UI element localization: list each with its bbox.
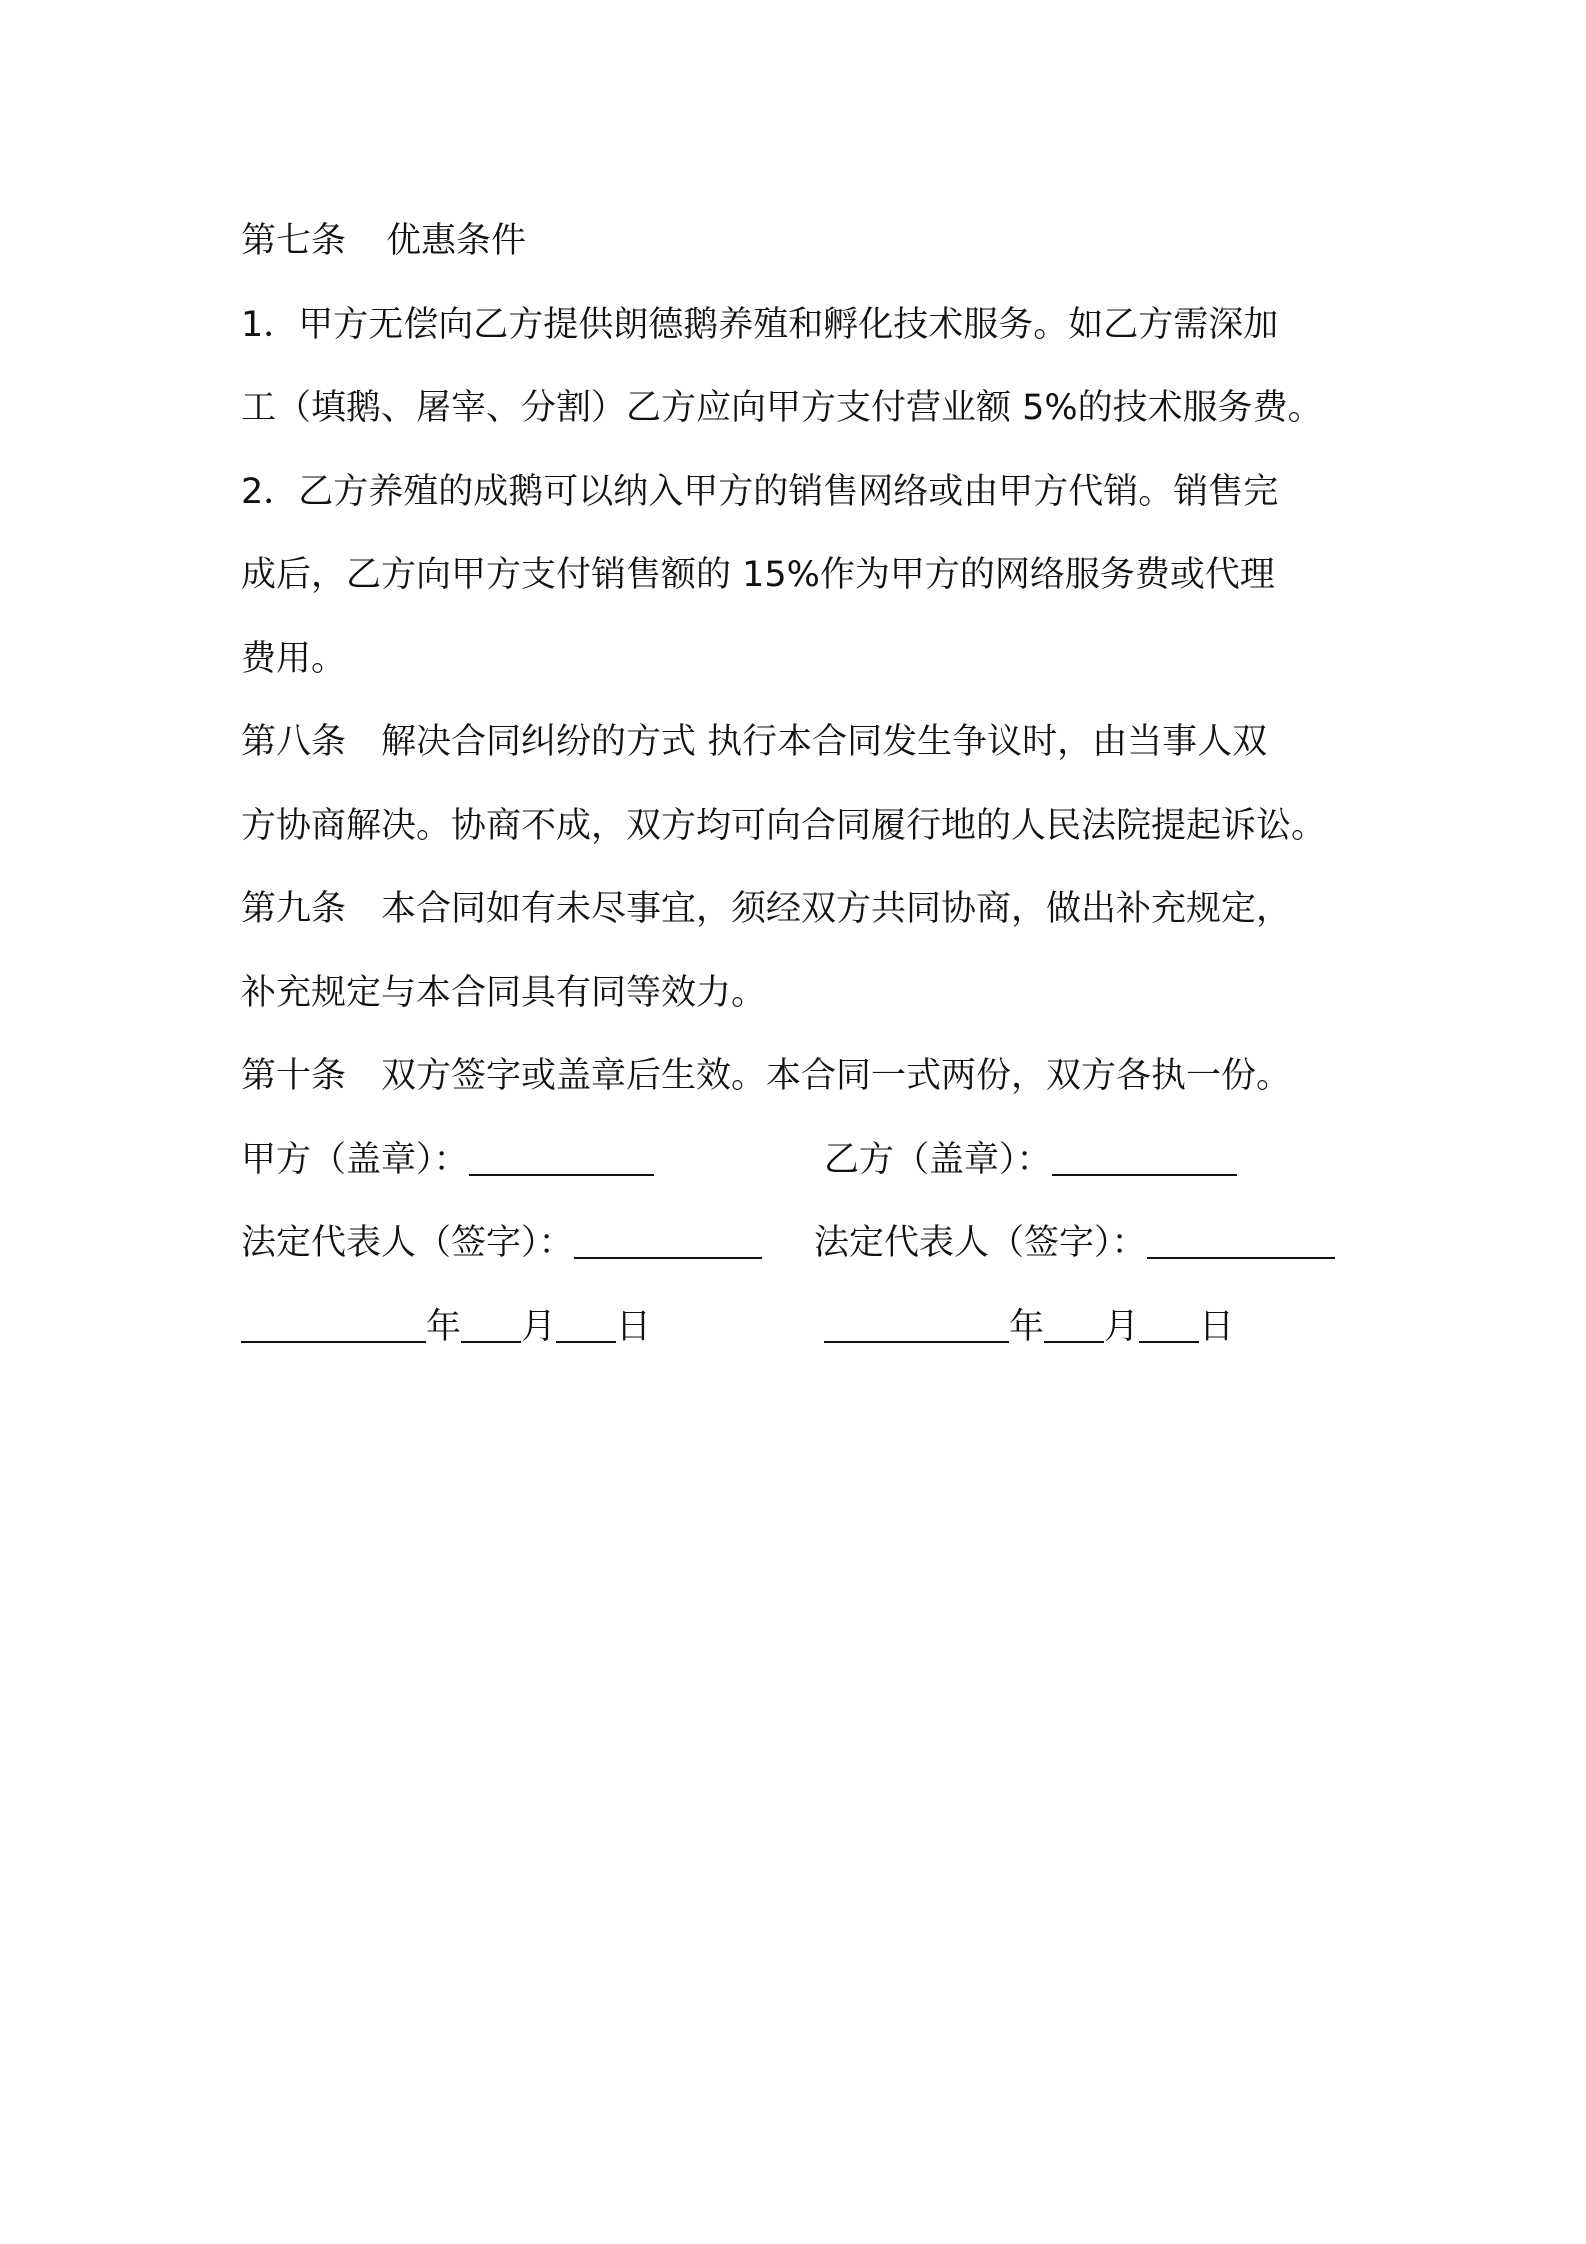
party-b-legal-rep-label: 法定代表人（签字）： [814,1223,1147,1263]
party-a-legal-rep-blank[interactable] [574,1222,762,1259]
party-a-day-label: 日 [616,1306,652,1347]
date-row [241,1286,1361,1370]
article-7-item-1-line-2: 工（填鹅、屠宰、分割）乙方应向甲方支付营业额 5%的技术服务费。 [241,388,1323,428]
party-b-month-label: 月 [1104,1306,1140,1347]
party-a-month-label: 月 [521,1306,557,1347]
article-7-item-2-line-1: 2．乙方养殖的成鹅可以纳入甲方的销售网络或由甲方代销。销售完 [241,471,1279,512]
article-9-line-1: 第九条 本合同如有未尽事宜，须经双方共同协商，做出补充规定， [241,889,1292,929]
party-b-legal-rep-blank[interactable] [1147,1222,1335,1259]
party-a-year-blank[interactable] [241,1306,426,1343]
article-9-line-2: 补充规定与本合同具有同等效力。 [241,972,767,1013]
party-a-month-blank[interactable] [461,1306,521,1343]
party-b-seal-label: 乙方（盖章）： [824,1139,1052,1180]
article-8-line-1: 第八条 解决合同纠纷的方式 执行本合同发生争议时，由当事人双 [241,722,1268,762]
party-a-day-blank[interactable] [556,1306,616,1343]
contract-body [241,200,1361,1369]
party-a-year-label: 年 [426,1306,462,1347]
party-a-legal-rep-label: 法定代表人（签字）： [241,1223,574,1263]
party-b-seal-blank[interactable] [1052,1139,1237,1176]
party-b-month-blank[interactable] [1044,1306,1104,1343]
article-8-line-2: 方协商解决。协商不成，双方均可向合同履行地的人民法院提起诉讼。 [241,805,1327,846]
party-b-legal-rep [814,1202,1335,1286]
party-a-seal-label: 甲方（盖章）： [241,1139,469,1180]
party-a-seal-blank[interactable] [469,1139,654,1176]
party-a-date [241,1286,651,1370]
party-b-day-blank[interactable] [1139,1306,1199,1343]
article-7-number: 第七条 [241,221,347,261]
party-a-legal-rep [241,1202,762,1286]
article-7-heading [241,200,1361,284]
party-b-year-blank[interactable] [824,1306,1009,1343]
seal-row [241,1119,1361,1203]
party-a-seal [241,1119,654,1203]
article-7-item-2-line-2: 成后，乙方向甲方支付销售额的 15%作为甲方的网络服务费或代理 [241,555,1275,595]
party-b-day-label: 日 [1199,1306,1235,1347]
article-7-item-1-line-1: 1．甲方无偿向乙方提供朗德鹅养殖和孵化技术服务。如乙方需深加 [241,304,1279,345]
article-7-title: 优惠条件 [386,221,527,261]
article-7-item-2-line-3: 费用。 [241,638,347,679]
party-b-year-label: 年 [1009,1306,1045,1347]
party-b-date [824,1286,1234,1370]
legal-rep-row [241,1202,1361,1286]
party-b-seal [824,1119,1237,1203]
article-10-line-1: 第十条 双方签字或盖章后生效。本合同一式两份，双方各执一份。 [241,1056,1292,1096]
